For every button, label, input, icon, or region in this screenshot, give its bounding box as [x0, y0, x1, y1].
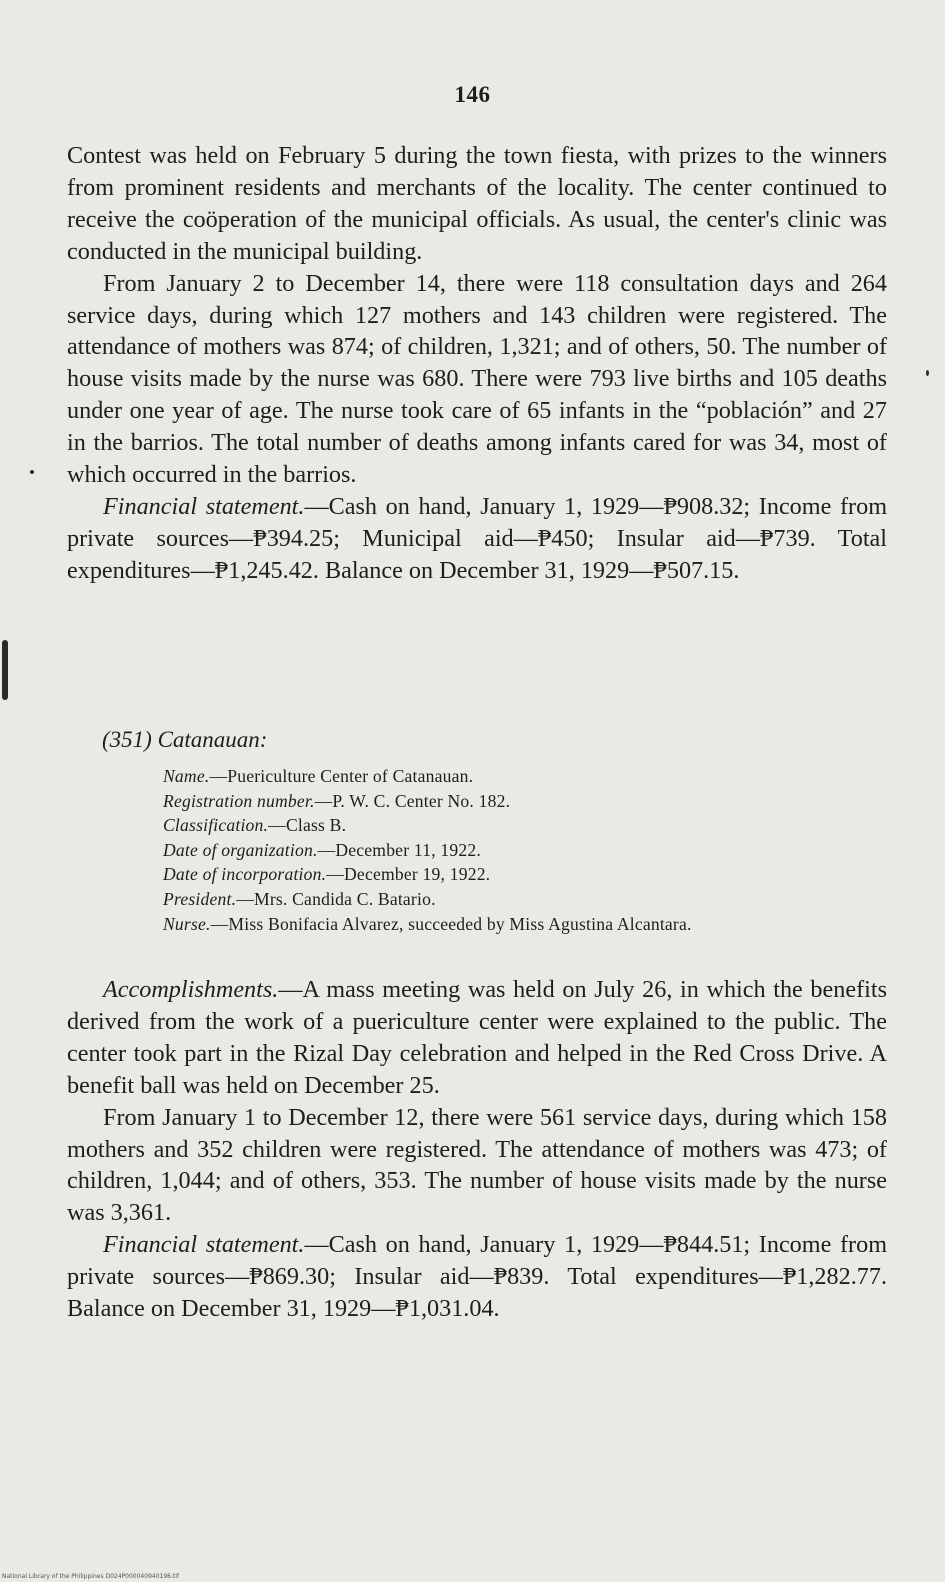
detail-value: —P. W. C. Center No. 182.	[314, 790, 511, 811]
paragraph-contest: Contest was held on February 5 during the town fiesta, with prizes to the winners from prominent residents and merchants of the locality. The center continued to receive the coöperation of the municipal officials. As usual, the center's clinic was conducted in the municipal building.	[67, 142, 887, 265]
accomplishments-label: Accomplishments.	[103, 976, 279, 1003]
entry-number: (351)	[102, 727, 152, 752]
detail-date-of-incorporation	[163, 862, 887, 887]
detail-classification	[163, 813, 887, 838]
paragraph-service-days: From January 1 to December 12, there were 561 service days, during which 158 mothers and 352 children were registered. The attendance of mothers was 473; of children, 1,044; and of others, 353. The number of house visits made by the nurse was 3,361.	[67, 1103, 887, 1227]
accomplishments-text: —A mass meeting was held on July 26, in which the benefits derived from the work of a puericulture center were explained to the public. The center took part in the Rizal Day celebration and helped in the Red Cross Drive. A benefit ball was held on December 25.	[67, 976, 887, 1099]
detail-registration-number	[163, 789, 887, 814]
entry-place: Catanauan:	[157, 727, 268, 752]
text-block-top	[67, 140, 887, 587]
scan-speck	[926, 370, 929, 376]
detail-label: Nurse.	[163, 913, 211, 934]
financial-statement-label-2: Financial statement.	[103, 1231, 305, 1259]
detail-value: —December 11, 1922.	[317, 839, 481, 860]
paragraph-financial-statement-2	[67, 1229, 887, 1325]
entry-heading	[102, 727, 267, 753]
detail-value: —Miss Bonifacia Alvarez, succeeded by Miss Agustina Alcantara.	[210, 913, 692, 934]
detail-nurse	[163, 912, 887, 937]
detail-label: Registration number.	[163, 790, 315, 811]
detail-label: Name.	[163, 766, 210, 786]
detail-president	[163, 887, 887, 912]
paragraph-statistics: From January 2 to December 14, there were 118 consultation days and 264 service days, during which 127 mothers and 143 children were registered. The attendance of mothers was 874; of children, 1,321; and of others, 50. The number of house visits made by the nurse was 680. There were 793 live births and 105 deaths under one year of age. The nurse took care of 65 infants in the “población” and 27 in the barrios. The total number of deaths among infants cared for was 34, most of which occurred in the barrios.	[67, 269, 887, 489]
detail-value: —Class B.	[268, 815, 347, 836]
detail-label: Date of incorporation.	[163, 864, 327, 885]
entry-details	[163, 764, 887, 936]
scan-footer: National Library of the Philippines D024P000040940196.tif	[2, 1573, 180, 1580]
detail-date-of-organization	[163, 838, 887, 863]
financial-statement-label: Financial statement.	[103, 492, 305, 520]
detail-label: Classification.	[163, 815, 269, 836]
detail-name	[163, 764, 887, 789]
detail-value: —December 19, 1922.	[326, 864, 491, 885]
detail-value: —Mrs. Candida C. Batario.	[236, 888, 436, 909]
financial-statement-text-2: —Cash on hand, January 1, 1929—₱844.51; Income from private sources—₱869.30; Insular aid—₱839. Total expenditures—₱1,282.77. Balance on December 31, 1929—₱1,031.04.	[67, 1231, 888, 1323]
text-block-bottom	[67, 974, 887, 1325]
paragraph-accomplishments	[67, 974, 887, 1102]
paragraph-financial-statement	[67, 491, 887, 587]
detail-label: Date of organization.	[163, 839, 318, 860]
page-number: 146	[454, 82, 491, 107]
scan-speck	[2, 640, 8, 700]
detail-label: President.	[163, 888, 237, 909]
detail-value: —Puericulture Center of Catanauan.	[209, 766, 474, 786]
scan-speck	[30, 470, 34, 474]
financial-statement-text: —Cash on hand, January 1, 1929—₱908.32; Income from private sources—₱394.25; Municipal aid—₱450; Insular aid—₱739. Total expenditures—₱1,245.42. Balance on December 31, 1929—₱507.15.	[67, 492, 888, 584]
